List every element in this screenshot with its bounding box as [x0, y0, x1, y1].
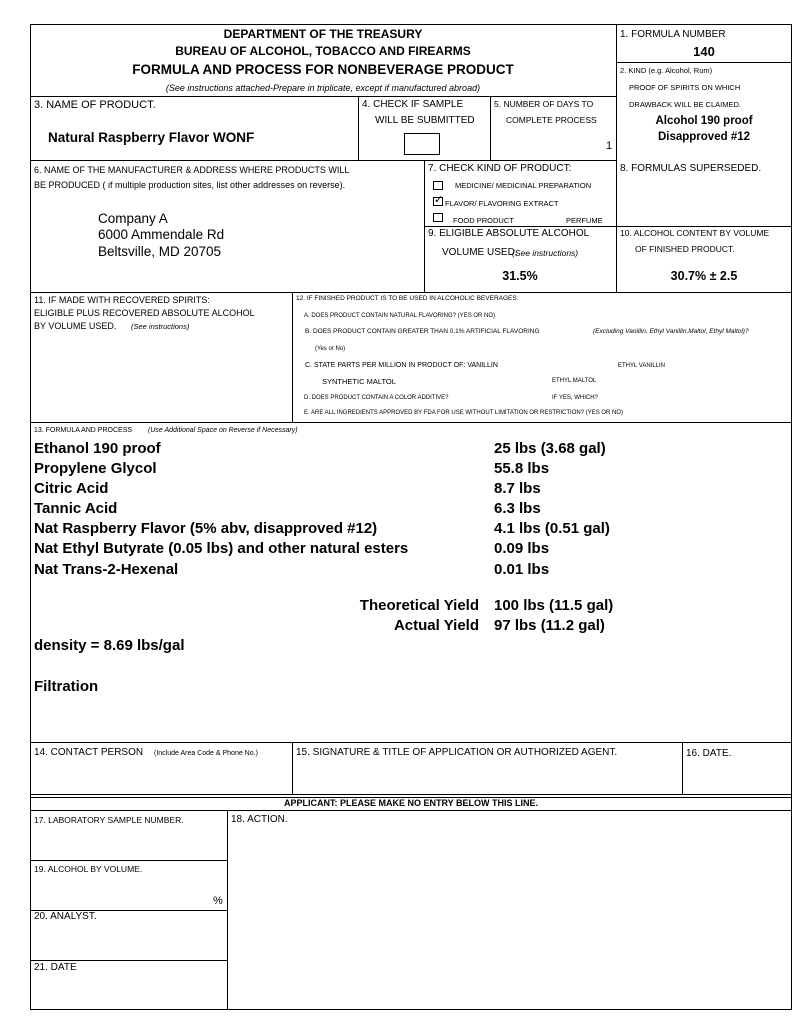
rule: [30, 960, 227, 961]
artificial-flavoring-question: B. DOES PRODUCT CONTAIN GREATER THAN 0.1% ARTIFICIAL FLAVORING: [305, 328, 540, 335]
rule: [616, 62, 792, 63]
perfume-option-label: PERFUME: [566, 216, 603, 225]
ingredient-amount: 55.8 lbs: [494, 460, 550, 477]
eligible-alcohol-value: 31.5%: [502, 269, 538, 283]
medicine-option-label: MEDICINE/ MEDICINAL PREPARATION: [455, 181, 592, 190]
rule: [292, 292, 293, 422]
rule: [30, 292, 792, 293]
product-kind-label: 7. CHECK KIND OF PRODUCT:: [428, 163, 572, 174]
theoretical-yield-label: Theoretical Yield: [359, 597, 479, 614]
rule: [424, 226, 792, 227]
ppm-ethyl-vanillin: ETHYL VANILLIN: [618, 363, 666, 369]
theoretical-yield-value: 100 lbs (11.5 gal): [494, 597, 614, 614]
kind-label-3: DRAWBACK WILL BE CLAIMED.: [629, 100, 741, 109]
ppm-question: C. STATE PARTS PER MILLION IN PRODUCT OF: VANILLIN: [305, 362, 498, 369]
contact-person-label: 14. CONTACT PERSON: [34, 747, 144, 758]
recovered-spirits-note: (See instructions): [131, 322, 190, 331]
days-label-2: COMPLETE PROCESS: [506, 115, 597, 125]
ingredient-name: Nat Trans-2-Hexenal: [34, 561, 179, 578]
header-bureau: BUREAU OF ALCOHOL, TOBACCO AND FIREARMS: [175, 44, 471, 58]
kind-label-2: PROOF OF SPIRITS ON WHICH: [629, 83, 741, 92]
food-option-label: FOOD PRODUCT: [453, 216, 514, 225]
recovered-spirits-label-2: ELIGIBLE PLUS RECOVERED ABSOLUTE ALCOHOL: [34, 308, 255, 318]
natural-flavoring-question: A. DOES PRODUCT CONTAIN NATURAL FLAVORING? (YES OR NO): [304, 313, 496, 319]
days-value: 1: [606, 140, 613, 152]
ingredient-amount: 4.1 lbs (0.51 gal): [494, 520, 610, 537]
checkmark-icon: ✓: [434, 194, 444, 206]
ingredient-amount: 0.01 lbs: [494, 561, 550, 578]
formula-number-value: 140: [693, 44, 715, 59]
header-department: DEPARTMENT OF THE TREASURY: [223, 27, 423, 41]
rule: [30, 96, 616, 97]
ingredient-name: Ethanol 190 proof: [34, 440, 161, 457]
product-name-value: Natural Raspberry Flavor WONF: [48, 130, 255, 145]
signature-label: 15. SIGNATURE & TITLE OF APPLICATION OR AUTHORIZED AGENT.: [296, 747, 618, 758]
alcohol-content-value: 30.7% ± 2.5: [670, 269, 738, 283]
rule: [30, 860, 227, 861]
ppm-synthetic-maltol: SYNTHETIC MALTOL: [322, 377, 396, 386]
manufacturer-address-line: Company A: [98, 211, 168, 226]
kind-value-2: Disapproved #12: [657, 131, 751, 143]
rule: [30, 422, 792, 423]
product-name-label: 3. NAME OF PRODUCT.: [34, 99, 156, 111]
actual-yield-value: 97 lbs (11.2 gal): [494, 617, 605, 634]
ingredient-name: Nat Ethyl Butyrate (0.05 lbs) and other natural esters: [34, 540, 409, 557]
contact-person-note: (Include Area Code & Phone No.): [154, 750, 258, 757]
manufacturer-address-line: 6000 Ammendale Rd: [98, 227, 225, 242]
artificial-flavoring-yesno: (Yes or No): [315, 346, 346, 352]
artificial-flavoring-note: (Excluding Vanillin, Ethyl Vanillin,Maltol, Ethyl Maltol)?: [593, 328, 749, 335]
rule: [682, 742, 683, 794]
manufacturer-label: 6. NAME OF THE MANUFACTURER & ADDRESS WHERE PRODUCTS WILL: [34, 165, 350, 175]
medicine-checkbox[interactable]: [433, 181, 443, 190]
fda-approval-question: E. ARE ALL INGREDIENTS APPROVED BY FDA FOR USE WITHOUT LIMITATION OR RESTRICTION? (YES OR NO): [304, 410, 624, 416]
applicant-note: APPLICANT: PLEASE MAKE NO ENTRY BELOW THIS LINE.: [283, 798, 538, 808]
food-checkbox[interactable]: [433, 213, 443, 222]
date-label: 16. DATE.: [686, 748, 732, 759]
manufacturer-address-line: Beltsville, MD 20705: [98, 244, 222, 259]
eligible-alcohol-note: (See instructions): [512, 248, 579, 258]
ppm-ethyl-maltol: ETHYL MALTOL: [552, 378, 597, 384]
formula-process-note: (Use Additional Space on Reverse if Necessary): [148, 427, 298, 434]
eligible-alcohol-label-2: VOLUME USED.: [442, 247, 518, 258]
rule: [30, 810, 792, 811]
ingredient-amount: 25 lbs (3.68 gal): [494, 440, 606, 457]
rule: [227, 810, 228, 1010]
kind-label: 2. KIND (e.g. Alcohol, Rum): [620, 66, 713, 75]
eligible-alcohol-label: 9. ELIGIBLE ABSOLUTE ALCOHOL: [428, 228, 590, 239]
ingredient-amount: 6.3 lbs: [494, 500, 541, 517]
rule: [30, 742, 792, 743]
analyst-label: 20. ANALYST.: [34, 911, 97, 922]
rule: [358, 96, 359, 160]
ingredient-amount: 8.7 lbs: [494, 480, 541, 497]
formulas-superseded-label: 8. FORMULAS SUPERSEDED.: [620, 163, 762, 174]
sample-label-2: WILL BE SUBMITTED: [375, 115, 475, 126]
rule: [292, 742, 293, 794]
process-value: Filtration: [34, 678, 99, 695]
action-label: 18. ACTION.: [231, 814, 288, 825]
ingredient-name: Propylene Glycol: [34, 460, 157, 477]
alcoholic-beverages-intro: 12. IF FINISHED PRODUCT IS TO BE USED IN ALCOHOLIC BEVERAGES:: [296, 295, 519, 302]
rule: [616, 24, 617, 292]
header-instructions: (See instructions attached-Prepare in triplicate, except if manufactured abroad): [165, 83, 481, 93]
rule: [30, 794, 792, 795]
sample-checkbox[interactable]: [404, 133, 440, 155]
lab-date-label: 21. DATE: [34, 962, 77, 973]
ingredient-name: Citric Acid: [34, 480, 109, 497]
actual-yield-label: Actual Yield: [393, 617, 479, 634]
ingredient-name: Tannic Acid: [34, 500, 118, 517]
flavor-option-label: FLAVOR/ FLAVORING EXTRACT: [445, 199, 559, 208]
days-label: 5. NUMBER OF DAYS TO: [494, 99, 594, 109]
ingredient-name: Nat Raspberry Flavor (5% abv, disapproved #12): [34, 520, 378, 537]
recovered-spirits-label: 11. IF MADE WITH RECOVERED SPIRITS:: [34, 295, 210, 305]
color-additive-which: IF YES, WHICH?: [552, 395, 598, 401]
ingredient-amount: 0.09 lbs: [494, 540, 550, 557]
lab-sample-label: 17. LABORATORY SAMPLE NUMBER.: [34, 815, 184, 825]
kind-value: Alcohol 190 proof: [655, 115, 753, 127]
rule: [30, 160, 616, 161]
formula-process-label: 13. FORMULA AND PROCESS: [34, 427, 133, 434]
alcohol-by-volume-unit: %: [213, 895, 223, 907]
manufacturer-label-2: BE PRODUCED ( if multiple production sites, list other addresses on reverse).: [34, 180, 346, 190]
alcohol-content-label-2: OF FINISHED PRODUCT.: [635, 244, 735, 254]
formula-number-label: 1. FORMULA NUMBER: [620, 29, 726, 40]
header-form-title: FORMULA AND PROCESS FOR NONBEVERAGE PRODUCT: [132, 62, 514, 77]
color-additive-question: D. DOES PRODUCT CONTAIN A COLOR ADDITIVE?: [304, 395, 449, 401]
density-value: density = 8.69 lbs/gal: [34, 637, 185, 654]
alcohol-content-label: 10. ALCOHOL CONTENT BY VOLUME: [620, 228, 770, 238]
sample-label: 4. CHECK IF SAMPLE: [362, 99, 464, 110]
rule: [490, 96, 491, 160]
recovered-spirits-label-3: BY VOLUME USED.: [34, 321, 117, 331]
alcohol-by-volume-label: 19. ALCOHOL BY VOLUME.: [34, 864, 143, 874]
